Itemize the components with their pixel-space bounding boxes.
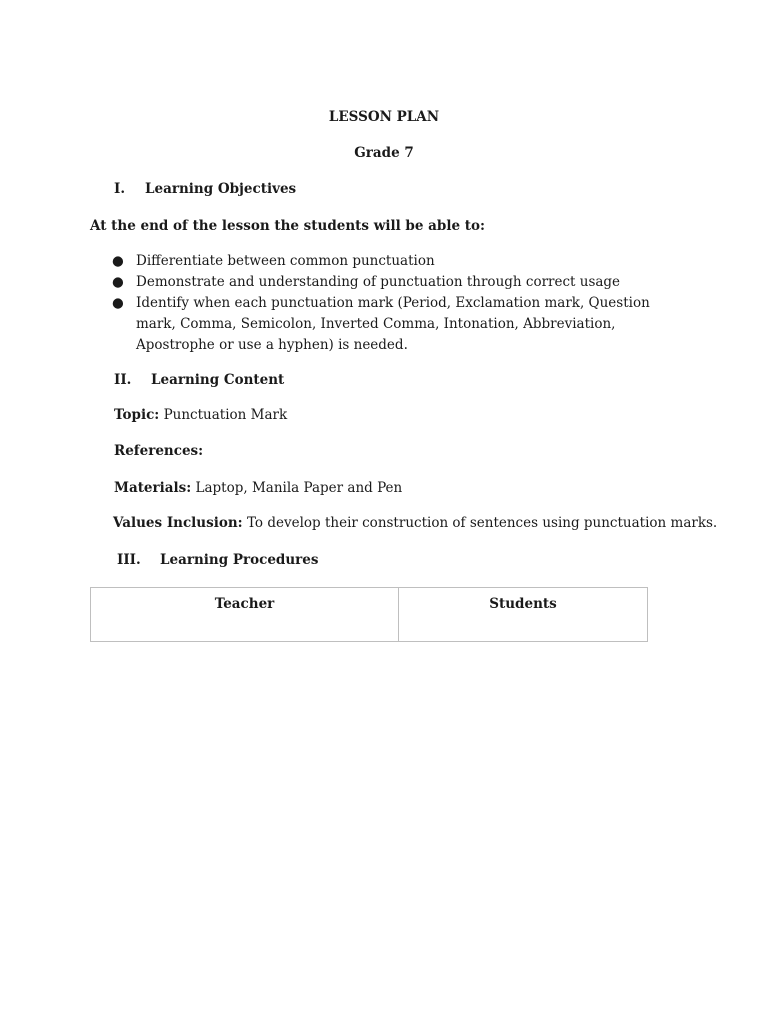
section-numeral: I. xyxy=(114,181,126,197)
objectives-intro: At the end of the lesson the students will be able to: xyxy=(90,218,485,234)
section-learning-objectives xyxy=(114,181,296,197)
materials-line xyxy=(114,480,402,496)
section-heading: Learning Objectives xyxy=(145,181,297,197)
section-numeral: II. xyxy=(114,372,132,388)
section-learning-procedures xyxy=(117,552,318,568)
list-item: ● Demonstrate and understanding of punctuation through correct usage xyxy=(112,272,672,293)
materials-value: Laptop, Manila Paper and Pen xyxy=(195,480,403,496)
students-column-header: Students xyxy=(399,588,648,642)
section-numeral: III. xyxy=(117,552,141,568)
references-label: References: xyxy=(114,443,204,459)
values-label: Values Inclusion: xyxy=(113,515,243,531)
objectives-list xyxy=(112,251,672,356)
grade-label: Grade 7 xyxy=(354,145,414,161)
teacher-column-header: Teacher xyxy=(91,588,399,642)
topic-line xyxy=(114,407,287,423)
list-item: ● Differentiate between common punctuation xyxy=(112,251,672,272)
list-item: ● Identify when each punctuation mark (Period, Exclamation mark, Question mark, Comma, Semicolon, Inverted Comma, Intonation, Abbreviation, Apostrophe or use a hyphen) is needed. xyxy=(112,295,650,353)
document-title: LESSON PLAN xyxy=(328,109,440,125)
procedures-table xyxy=(90,587,648,642)
topic-value: Punctuation Mark xyxy=(163,407,288,423)
values-value: To develop their construction of sentences using punctuation marks. xyxy=(246,515,718,531)
bullet-icon: ● xyxy=(112,253,124,269)
topic-label: Topic: xyxy=(114,407,160,423)
table-row xyxy=(91,588,648,642)
section-heading: Learning Procedures xyxy=(160,552,319,568)
section-learning-content xyxy=(114,372,284,388)
section-heading: Learning Content xyxy=(151,372,285,388)
bullet-icon: ● xyxy=(112,295,124,311)
values-inclusion-line xyxy=(113,515,717,531)
bullet-icon: ● xyxy=(112,274,124,290)
materials-label: Materials: xyxy=(114,480,192,496)
